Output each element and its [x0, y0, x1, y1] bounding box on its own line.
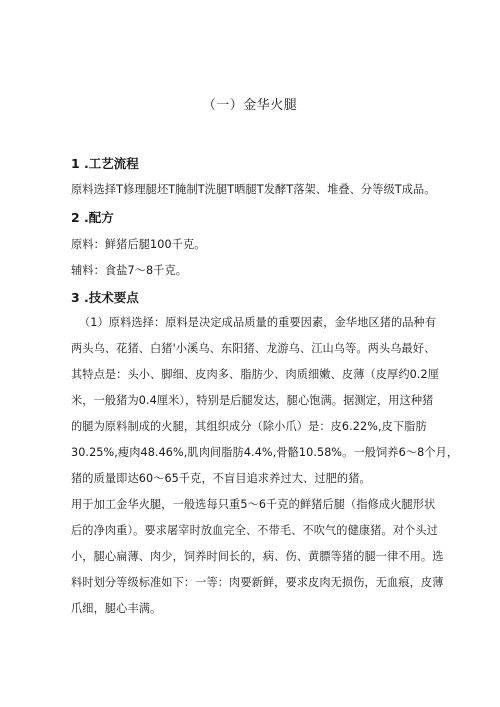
document-title: （一）金华火腿: [202, 98, 298, 113]
process-flow-text: 原料选择T修理腿坯T腌制T洗腿T晒腿T发酵T落架、堆叠、分等级T成品。: [71, 183, 436, 196]
section-heading-process: 1 .工艺流程: [71, 156, 139, 171]
formula-auxiliary: 辅料：食盐7～8千克。: [71, 264, 188, 277]
paragraph-line: 料时划分等级标准如下：一等：肉要新鲜，要求皮肉无损伤，无血痕，皮薄: [71, 576, 444, 589]
section-heading-formula: 2 .配方: [71, 210, 114, 225]
paragraph-line: 小，腿心扁薄、肉少，饲养时间长的，病、伤、黄膘等猪的腿一律不用。选: [71, 550, 444, 563]
paragraph-line: 爪细，腿心丰满。: [71, 602, 162, 615]
paragraph-line: 30.25%,瘦肉48.46%,肌肉间脂肪4.4%,骨骼10.58%。一般饲养6～8个月，: [71, 446, 459, 459]
paragraph-line: （1）原料选择：原料是决定成品质量的重要因素，金华地区猪的品种有: [79, 316, 437, 329]
section-heading-technique: 3 .技术要点: [71, 290, 139, 305]
paragraph-line: 的腿为原料制成的火腿，其组织成分（除小爪）是：皮6.22%,皮下脂肪: [71, 420, 427, 433]
paragraph-line: 后的净肉重）。要求屠宰时放血完全、不带毛、不吹气的健康猪。对个头过: [71, 524, 438, 537]
paragraph-line: 用于加工金华火腿，一般选每只重5～6千克的鲜猪后腿（指修成火腿形状: [71, 498, 436, 511]
paragraph-line: 米，一般猪为0.4厘米），特别是后腿发达，腿心饱满。据测定，用这种猪: [71, 394, 434, 407]
paragraph-line: 猪的质量即达60～65千克，不盲目追求养过大、过肥的猪。: [71, 472, 371, 485]
paragraph-line: 其特点是：头小、脚细、皮肉多、脂肪少、肉质细嫩、皮薄（皮厚约0.2厘: [71, 368, 440, 381]
formula-raw-material: 原料：鲜猪后腿100千克。: [71, 238, 206, 251]
paragraph-line: 两头乌、花猪、白猪'小溪乌、东阳猪、龙游乌、江山乌等。两头乌最好、: [71, 342, 436, 355]
